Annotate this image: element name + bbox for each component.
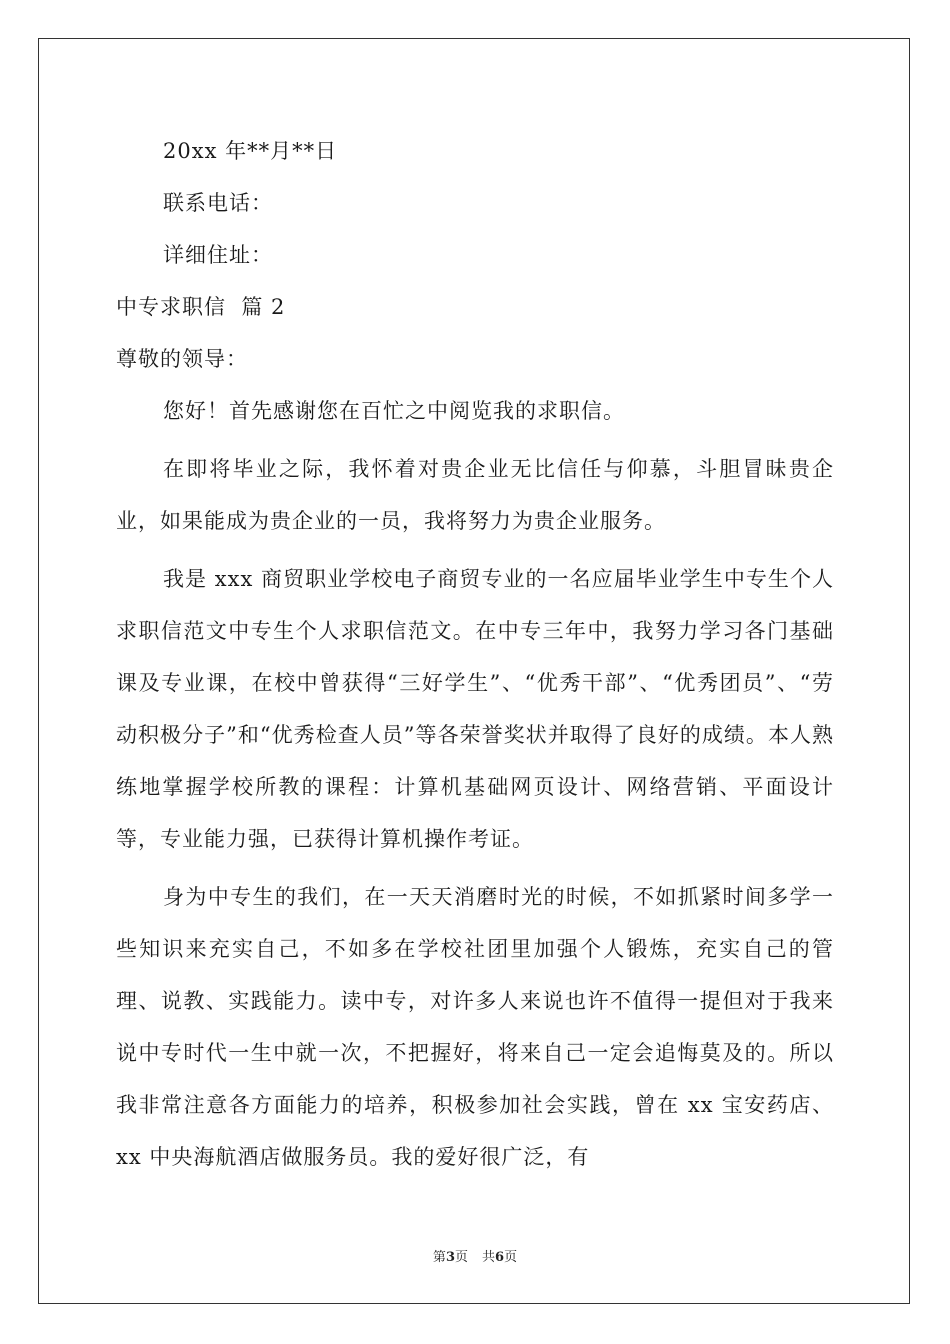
total-suffix: 页 [504,1250,518,1265]
paragraph-experience: 身为中专生的我们，在一天天消磨时光的时候，不如抓紧时间多学一些知识来充实自己，不如多在学校社团里加强个人锻炼，充实自己的管理、说教、实践能力。读中专，对许多人来说也许不值得一提但对于我来说中专时代一生中就一次，不把握好，将来自己一定会追悔莫及的。所以我非常注意各方面能力的培养，积极参加社会实践，曾在 xx 宝安药店、xx 中央海航酒店做服务员。我的爱好很广泛，有 [116,885,834,1169]
document-body [116,125,834,1183]
section-title: 中专求职信 篇 2 [116,295,286,319]
total-prefix: 共 [482,1250,496,1265]
page-footer [0,1246,950,1265]
page-suffix: 页 [454,1250,468,1265]
paragraph-background: 我是 xxx 商贸职业学校电子商贸专业的一名应届毕业学生中专生个人求职信范文中专生个人求职信范文。在中专三年中，我努力学习各门基础课及专业课，在校中曾获得“三好学生”、“优秀干部”、“优秀团员”、“劳动积极分子”和“优秀检查人员”等各荣誉奖状并取得了良好的成绩。本人熟练地掌握学校所教的课程：计算机基础网页设计、网络营销、平面设计等，专业能力强，已获得计算机操作考证。 [116,567,834,851]
page-current: 3 [445,1250,455,1265]
paragraph-greeting: 您好！首先感谢您在百忙之中阅览我的求职信。 [163,399,625,423]
page-prefix: 第 [432,1250,446,1265]
salutation: 尊敬的领导： [116,347,248,371]
page-total: 6 [495,1250,505,1265]
address-line: 详细住址： [163,243,273,267]
paragraph-intent: 在即将毕业之际，我怀着对贵企业无比信任与仰慕，斗胆冒昧贵企业，如果能成为贵企业的一员，我将努力为贵企业服务。 [116,457,834,533]
date-line: 20xx 年**月**日 [163,139,338,163]
phone-line: 联系电话： [163,191,273,215]
